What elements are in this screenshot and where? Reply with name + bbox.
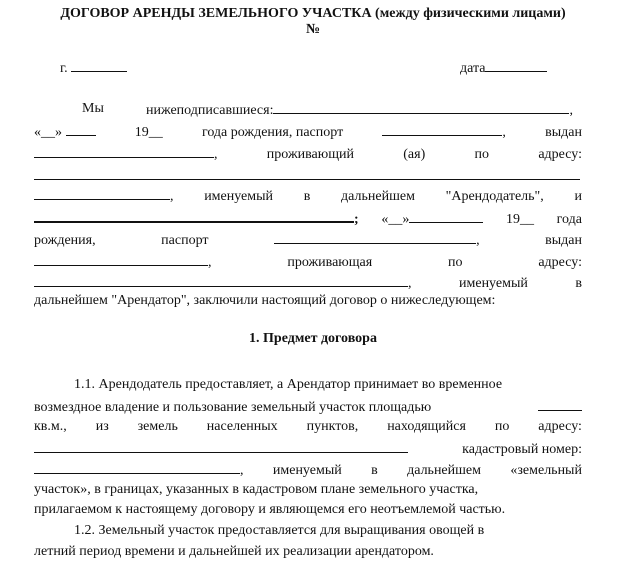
clause-1-1-text-7: прилагаемом к настоящему договору и являющемся его неотъемлемой частью. bbox=[34, 502, 506, 517]
address-text-2: адресу: bbox=[538, 255, 582, 270]
clause-1-2-text-2: летний период времени и дальнейшей их реализации арендатором. bbox=[34, 544, 434, 559]
city-blank bbox=[71, 58, 127, 72]
word-punktov: пунктов, bbox=[306, 419, 359, 434]
issued-by-blank-2 bbox=[34, 252, 208, 266]
document-title bbox=[0, 6, 626, 22]
word-zemel: земель bbox=[137, 419, 178, 434]
party2-address-blank bbox=[34, 273, 408, 287]
year-word: года bbox=[556, 212, 582, 227]
party2-address-line: , проживающая по адресу: bbox=[34, 252, 582, 270]
cadastral-number-blank bbox=[34, 460, 240, 474]
word-iz: из bbox=[95, 419, 109, 434]
clause-1-1-line-3 bbox=[34, 418, 582, 436]
month-blank-2 bbox=[409, 209, 483, 223]
day-quote: «__» bbox=[34, 125, 62, 140]
passport-blank-2 bbox=[274, 230, 476, 244]
tenant-sentence-text: дальнейшем "Арендатор", заключили настоящий договор о нижеследующем: bbox=[34, 293, 496, 308]
landlord-line: , именуемый в дальнейшем "Арендодатель", и bbox=[34, 186, 582, 204]
party2-name-blank bbox=[34, 208, 354, 223]
title-line-1: ДОГОВОР АРЕНДЫ ЗЕМЕЛЬНОГО УЧАСТКА (между физическими лицами) bbox=[60, 6, 566, 21]
residing-text: проживающий bbox=[266, 147, 354, 162]
named-text-2: именуемый bbox=[459, 276, 528, 291]
party2-passport-line: рождения, паспорт , выдан bbox=[34, 230, 582, 248]
party1-name-blank bbox=[273, 100, 569, 114]
party2-birth-line bbox=[34, 208, 582, 226]
word-naselennyh: населенных bbox=[206, 419, 278, 434]
area-blank bbox=[538, 397, 582, 411]
ending-text: (ая) bbox=[403, 147, 426, 162]
party1-birth-line: «__» 19__ года рождения, паспорт , выдан bbox=[34, 122, 582, 140]
date-label: дата bbox=[460, 61, 486, 76]
undersigned-line: нижеподписавшиеся: , bbox=[146, 100, 573, 120]
issued-text-2: выдан bbox=[545, 233, 582, 248]
section-1-title: 1. Предмет договора bbox=[249, 331, 377, 346]
passport-word: паспорт bbox=[161, 233, 209, 248]
in-text: в bbox=[303, 189, 311, 204]
in-text-2: в bbox=[575, 276, 582, 291]
clause-1-1-line-4 bbox=[34, 439, 582, 457]
we-text: Мы bbox=[82, 101, 104, 116]
number-sign: № bbox=[305, 22, 321, 37]
word-adresu: адресу: bbox=[538, 419, 582, 434]
clause-1-1-text-2: возмездное владение и пользование земельный участок площадью bbox=[34, 400, 432, 415]
clause-1-2-text-1: 1.2. Земельный участок предоставляется для выращивания овощей в bbox=[74, 523, 485, 538]
and-text: и bbox=[574, 189, 582, 204]
clause-1-2-line-1 bbox=[74, 522, 484, 540]
party1-address-line: , проживающий (ая) по адресу: bbox=[34, 144, 582, 162]
clause-1-1-line-2 bbox=[34, 397, 582, 415]
residing-text-2: проживающая bbox=[287, 255, 373, 270]
word-nahodyashiysya: находящийся bbox=[387, 419, 466, 434]
year-prefix-2: 19__ bbox=[505, 212, 534, 227]
po-text: по bbox=[474, 147, 490, 162]
clause-1-1-text-1: 1.1. Арендодатель предоставляет, а Арендатор принимает во временное bbox=[74, 377, 503, 392]
date-field bbox=[460, 58, 547, 78]
word-zemelnyy: «земельный bbox=[510, 463, 582, 478]
birth-word: рождения, bbox=[34, 233, 96, 248]
date-blank bbox=[485, 58, 547, 72]
cadastral-number-label: кадастровый номер: bbox=[462, 442, 582, 457]
day-quote-2: «__» bbox=[381, 212, 410, 227]
undersigned-text: нижеподписавшиеся: bbox=[146, 103, 274, 118]
clause-1-1-line-6 bbox=[34, 481, 582, 499]
clause-1-1-line-5: , именуемый в дальнейшем «земельный bbox=[34, 460, 582, 478]
document-number bbox=[0, 22, 626, 38]
passport-blank bbox=[382, 122, 502, 136]
landlord-term: "Арендодатель", bbox=[445, 189, 544, 204]
clause-1-1-text-6: участок», в границах, указанных в кадастровом плане земельного участка, bbox=[34, 482, 479, 497]
word-v: в bbox=[371, 463, 378, 478]
tenant-named-line: , именуемый в bbox=[34, 273, 582, 291]
word-imenuemyy: именуемый bbox=[272, 463, 342, 478]
issued-text: выдан bbox=[545, 125, 582, 140]
city-label: г. bbox=[60, 61, 68, 76]
issued-by-blank bbox=[34, 144, 214, 158]
word-dalneyshem: дальнейшем bbox=[407, 463, 481, 478]
year-prefix: 19__ bbox=[134, 125, 163, 140]
named-text: именуемый bbox=[204, 189, 274, 204]
semicolon: ; bbox=[354, 212, 359, 227]
we-word bbox=[82, 100, 104, 118]
word-po: по bbox=[494, 419, 510, 434]
clause-1-1-line-1 bbox=[74, 376, 582, 394]
clause-1-2-line-2 bbox=[34, 543, 582, 561]
month-blank bbox=[66, 122, 96, 136]
birth-passport-text: года рождения, паспорт bbox=[201, 125, 344, 140]
landlord-extra-blank bbox=[34, 186, 170, 200]
tenant-sentence bbox=[34, 292, 582, 310]
party1-address-blank-line bbox=[34, 166, 582, 184]
po-text-2: по bbox=[448, 255, 463, 270]
address-text: адресу: bbox=[538, 147, 582, 162]
city-field bbox=[60, 58, 127, 78]
clause-1-1-line-7 bbox=[34, 501, 582, 519]
party1-address-blank bbox=[34, 166, 580, 180]
further-text: дальнейшем bbox=[341, 189, 415, 204]
word-kvm: кв.м., bbox=[34, 419, 67, 434]
section-1-heading bbox=[0, 331, 626, 347]
plot-address-blank bbox=[34, 439, 408, 453]
